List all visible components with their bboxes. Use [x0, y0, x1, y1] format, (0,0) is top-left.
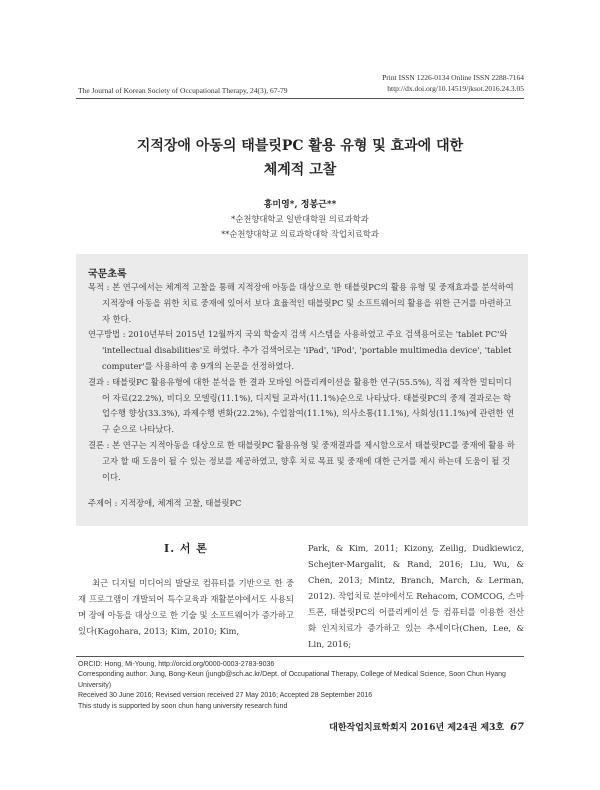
abstract-methods: 연구방법 : 2010년부터 2015년 12월까지 국외 학술지 검색 시스템을 사용하였고 주요 검색용어로는 'tablet PC'와 'intellectual disabilities'로 하였다. 추가 검색어로는 'iPad', 'iPod', 'portable multimedia device', 'tablet computer'를 사용하여 총 9개의 논문을 선정하였다.: [88, 329, 512, 371]
abstract-conclusion: 결론 : 본 연구는 지적아동을 대상으로 한 태블릿PC 활용유형 및 중재결과를 제시함으로서 태블릿PC를 중재에 활용 하고자 할 때 도움이 될 수 있는 정보를 제공하였고, 향후 치료 목표 및 중재에 대한 근거를 제시 하는데 도움이 될 것이다.: [88, 439, 515, 482]
issn-doi-block: [382, 72, 524, 94]
intro-paragraph: 최근 디지털 미디어의 발달로 컴퓨터를 기반으로 한 중재 프로그램이 개발되어 특수교육과 재활분야에서도 사용되며 장애 아동을 대상으로 한 기술 및 소프트웨어가 증가하고 있다(Kagohara, 2013; Kim, 2010; Kim,: [78, 578, 294, 636]
footnote-received: Received 30 June 2016; Revised version received 27 May 2016; Accepted 28 September 2016: [78, 692, 373, 700]
intro-left-column: [78, 575, 294, 639]
page-footer: [329, 720, 524, 733]
keywords: 주제어 : 지적장애, 체계적 고찰, 태블릿PC: [88, 498, 242, 508]
abstract-body: [88, 280, 518, 485]
paper-title-line2: 체계적 고찰: [263, 162, 337, 178]
affiliation-2: **순천향대학교 의료과학대학 작업치료학과: [221, 229, 379, 239]
section-heading-introduction: Ⅰ. 서 론: [164, 542, 208, 555]
doi-link[interactable]: http://dx.doi.org/10.14519/jksot.2016.24.3.05: [387, 84, 524, 93]
footnote-divider: [76, 656, 524, 657]
authors: 홍미영*, 정봉근**: [263, 200, 337, 210]
paper-title-line1: 지적장애 아동의 태블릿PC 활용 유형 및 효과에 대한: [136, 138, 464, 154]
issn-text: Print ISSN 1226-0134 Online ISSN 2288-7164: [382, 73, 524, 82]
footnote-orcid: ORCID: Hong, Mi-Young, http://orcid.org/0000-0003-2783-9036: [78, 661, 275, 668]
footnotes: [78, 660, 528, 712]
header-divider: [76, 98, 524, 99]
footnote-funding: This study is supported by soon chun hang university research fund: [78, 702, 288, 710]
intro-right-column: [308, 540, 524, 652]
journal-citation: The Journal of Korean Society of Occupational Therapy, 24(3), 67-79: [78, 86, 288, 95]
abstract-heading: 국문초록: [88, 269, 127, 280]
abstract-results: 결과 : 태블릿PC 활용유형에 대한 분석을 한 결과 모바일 어플리케이션을 활용한 연구(55.5%), 직접 제작한 멀티미디어 자료(22.2%), 비디오 모델링(11.1%), 디지털 교과서(11.1%)순으로 나타났다. 태블릿PC의 중재 결과로는 학업수행 향상(33.3%), 과제수행 변화(22.2%), 수업참여(11.1%), 의사소통(11.1%), 사회성(11.1%)에 관련한 연구 순으로 나타났다.: [88, 376, 515, 435]
footer-journal: 대한작업치료학회지 2016년 제24권 제3호: [329, 723, 505, 733]
page-number: 67: [510, 722, 524, 733]
affiliation-1: *순천향대학교 일반대학원 의료과학과: [231, 214, 369, 224]
footnote-corresponding: Corresponding author: Jung, Bong-Keun (jungb@sch.ac.kr/Dept. of Occupational Therapy, College of Medical Science, Soon Chun Hyang University): [78, 671, 506, 689]
intro-paragraph-continued: Park, & Kim, 2011; Kizony, Zeilig, Dudkiewicz, Schejter-Margalit, & Rand, 2016; Liu, Wu, & Chen, 2013; Mintz, Branch, March, & Lerman, 2012). 작업치료 분야에서도 Rehacom, COMCOG, 스마트폰, 태블릿PC의 어플리케이션 등 컴퓨터를 이용한 전산화 인지치료가 증가하고 있는 추세이다(Chen, Lee, & Lin, 2016;: [308, 543, 524, 649]
abstract-purpose: 목적 : 본 연구에서는 체계적 고찰을 통해 지적장애 아동을 대상으로 한 태블릿PC의 활용 유형 및 중재효과를 분석하여 지적장애 아동을 위한 치료 중재에 있어서 보다 효율적인 태블릿PC 및 소프트웨어의 활용을 위한 근거를 마련하고자 한다.: [88, 282, 514, 324]
